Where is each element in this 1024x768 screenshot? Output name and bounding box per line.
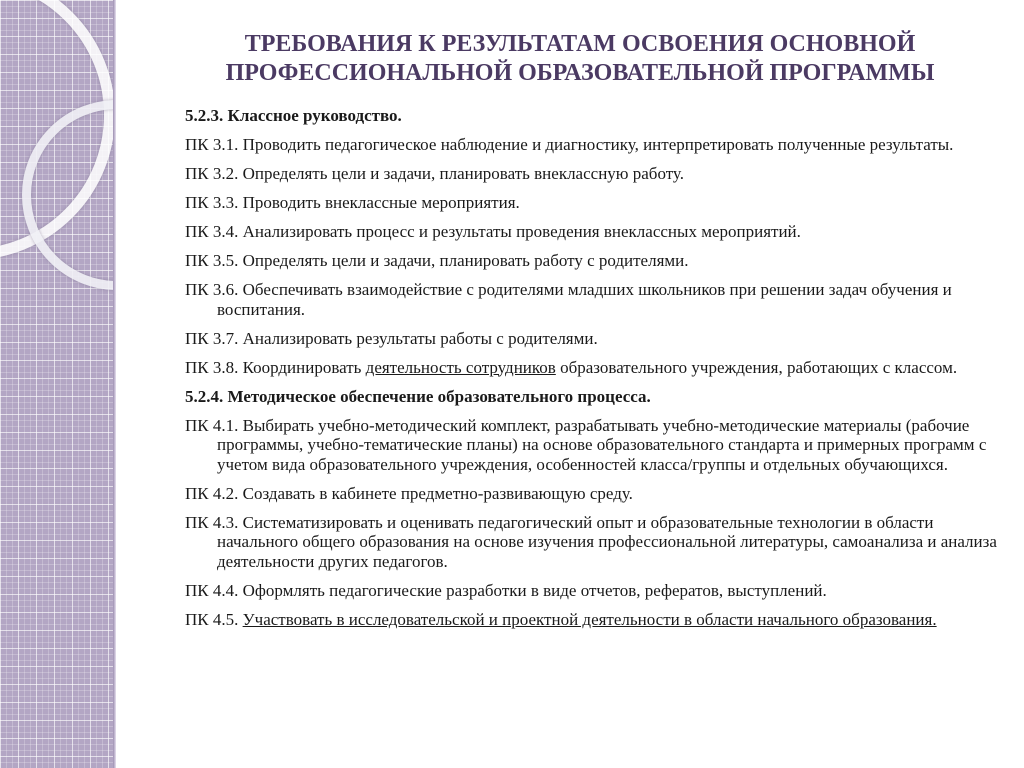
list-item-pk-3-8 xyxy=(185,358,1005,378)
list-item-pk-3-3: ПК 3.3. Проводить внеклассные мероприятия. xyxy=(185,193,520,212)
underlined-text: деятельность сотрудников xyxy=(365,357,556,377)
list-item-pk-3-1: ПК 3.1. Проводить педагогическое наблюдение и диагностику, интерпретировать полученные результаты. xyxy=(185,135,954,154)
item-text: ПК 4.5. xyxy=(185,609,243,629)
list-item-pk-4-4: ПК 4.4. Оформлять педагогические разработки в виде отчетов, рефератов, выступлений. xyxy=(185,580,827,600)
list-item-pk-4-5 xyxy=(185,610,1005,630)
list-item-pk-4-1: ПК 4.1. Выбирать учебно-методический комплект, разрабатывать учебно-методические материалы (рабочие программы, учебно-тематические планы) на основе образовательного стандарта и примерных программ с учетом вида образовательного учреждения, особенностей класса/группы и отдельных обучающихся. xyxy=(185,415,987,474)
section-heading-5-2-4: 5.2.4. Методическое обеспечение образовательного процесса. xyxy=(185,386,651,406)
section-heading-5-2-3: 5.2.3. Классное руководство. xyxy=(185,106,402,125)
decorative-sidebar xyxy=(0,0,113,768)
slide-content xyxy=(185,106,1005,639)
item-text: образовательного учреждения, работающих с классом. xyxy=(555,357,958,377)
list-item-pk-3-7: ПК 3.7. Анализировать результаты работы с родителями. xyxy=(185,328,598,348)
list-item-pk-4-2: ПК 4.2. Создавать в кабинете предметно-развивающую среду. xyxy=(185,483,633,503)
slide-title xyxy=(150,30,1010,88)
list-item-pk-3-2: ПК 3.2. Определять цели и задачи, планировать внеклассную работу. xyxy=(185,164,684,183)
title-line-2: ПРОФЕССИОНАЛЬНОЙ ОБРАЗОВАТЕЛЬНОЙ ПРОГРАММЫ xyxy=(225,60,935,86)
item-text: ПК 3.8. Координировать xyxy=(185,357,366,377)
list-item-pk-3-5: ПК 3.5. Определять цели и задачи, планировать работу с родителями. xyxy=(185,251,689,270)
list-item-pk-4-3: ПК 4.3. Систематизировать и оценивать педагогический опыт и образовательные технологии в области начального общего образования на основе изучения профессиональной литературы, самоанализа и анализа деятельности других педагогов. xyxy=(185,512,997,571)
sidebar-divider xyxy=(113,0,116,768)
title-line-1: ТРЕБОВАНИЯ К РЕЗУЛЬТАТАМ ОСВОЕНИЯ ОСНОВНОЙ xyxy=(244,31,916,57)
list-item-pk-3-6: ПК 3.6. Обеспечивать взаимодействие с родителями младших школьников при решении задач обучения и воспитания. xyxy=(185,280,952,319)
list-item-pk-3-4: ПК 3.4. Анализировать процесс и результаты проведения внеклассных мероприятий. xyxy=(185,222,801,241)
underlined-text: Участвовать в исследовательской и проектной деятельности в области начального образования. xyxy=(242,609,937,629)
